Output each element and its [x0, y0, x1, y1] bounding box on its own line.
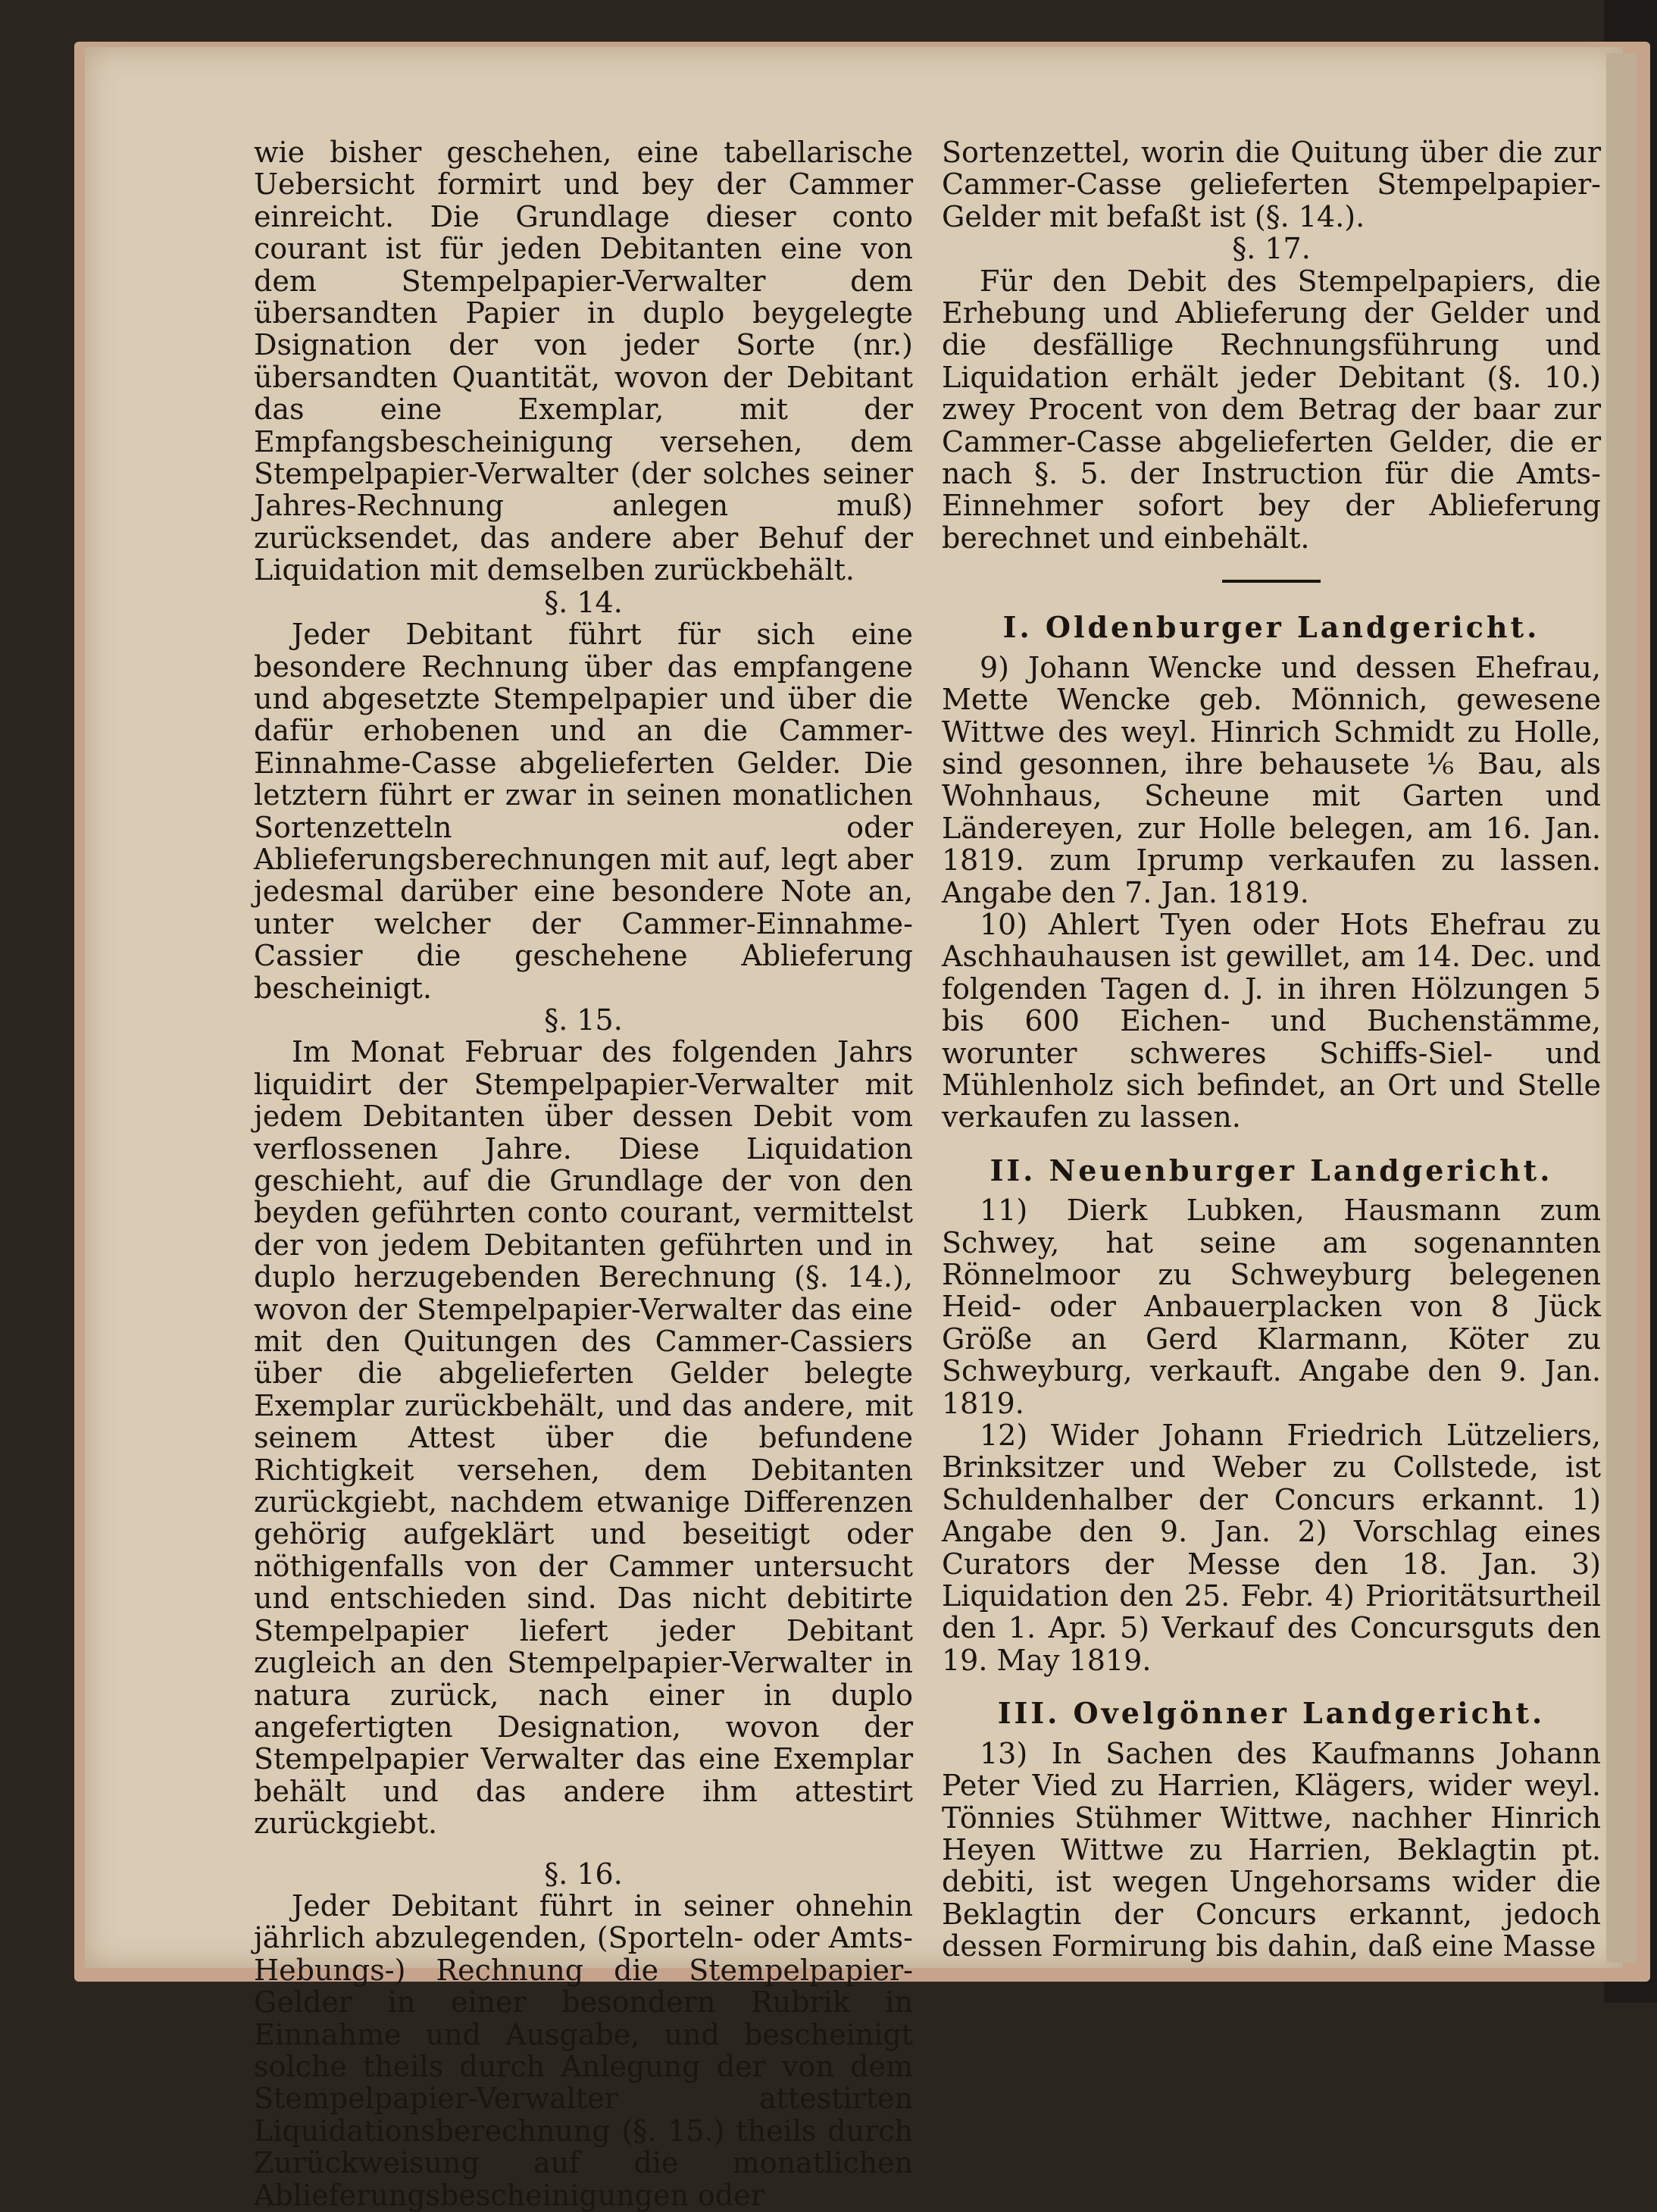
neuenburger-heading: II. Neuenburger Landgericht. [990, 1153, 1553, 1187]
section-17-heading: §. 17. [1232, 232, 1311, 266]
right-column [942, 136, 1601, 1963]
section-16-text: Jeder Debitant führt in seiner ohnehin jährlich abzulegenden, (Sporteln- oder Amts-Hebungs-) Rechnung die Stempelpapier-Gelder in einer besondern Rubrik in Einnahme und Ausgabe, und bescheinigt solche theils durch Anlegung der von dem Stempelpapier-Verwalter attestirten Liquidationsberechnung (§. 15.) theils durch Zurückweisung auf die monatlichen Ablieferungsbescheinigungen oder [254, 1888, 913, 2212]
section-17-text: Für den Debit des Stempelpapiers, die Erhebung und Ablieferung der Gelder und die desfällige Rechnungsführung und Liquidation erhält jeder Debitant (§. 10.) zwey Procent von dem Betrag der baar zur Cammer-Casse abgelieferten Gelder, die er nach §. 5. der Instruction für die Amts-Einnehmer sofort bey der Ablieferung berechnet und einbehält. [942, 264, 1601, 555]
entry-9: 9) Johann Wencke und dessen Ehefrau, Mette Wencke geb. Mönnich, gewesene Wittwe des weyl. Hinrich Schmidt zu Holle, sind gesonnen, ihre behausete ⅙ Bau, als Wohnhaus, Scheune mit Garten und Ländereyen, zur Holle belegen, am 16. Jan. 1819. zum Iprump verkaufen zu lassen. Angabe den 7. Jan. 1819. [942, 650, 1601, 909]
binding-gutter [1606, 53, 1637, 1963]
left-column [254, 136, 913, 2211]
section-15-text: Im Monat Februar des folgenden Jahrs liquidirt der Stempelpapier-Verwalter mit jedem Debitanten über dessen Debit vom verflossenen Jahre. Diese Liquidation geschieht, auf die Grundlage der von den beyden geführten conto courant, vermittelst der von jedem Debitanten geführten und in duplo herzugebenden Berechnung (§. 14.), wovon der Stempelpapier-Verwalter das eine mit den Quitungen des Cammer-Cassiers über die abgelieferten Gelder belegte Exemplar zurückbehält, und das andere, mit seinem Attest über die befundene Richtigkeit versehen, dem Debitanten zurückgiebt, nachdem etwanige Differenzen gehörig aufgeklärt und beseitigt oder nöthigenfalls von der Cammer untersucht und entschieden sind. Das nicht debitirte Stempelpapier liefert jeder Debitant zugleich an den Stempelpapier-Verwalter in natura zurück, nach einer in duplo angefertigten Designation, wovon der Stempelpapier Verwalter das eine Exemplar behält und das andere ihm attestirt zurückgiebt. [254, 1035, 913, 1841]
ovelgoenner-heading: III. Ovelgönner Landgericht. [997, 1696, 1546, 1731]
entry-10: 10) Ahlert Tyen oder Hots Ehefrau zu Aschhauhausen ist gewillet, am 14. Dec. und folgenden Tagen d. J. in ihren Hölzungen 5 bis 600 Eichen- und Buchenstämme, worunter schweres Schiffs-Siel- und Mühlenholz sich befindet, an Ort und Stelle verkaufen zu lassen. [942, 907, 1601, 1134]
divider-rule [1222, 580, 1321, 583]
paragraph-continuation: wie bisher geschehen, eine tabellarische Uebersicht formirt und bey der Cammer einreicht. Die Grundlage dieser conto courant ist für jeden Debitanten eine von dem Stempelpapier-Verwalter dem übersandten Papier in duplo beygelegte Dsignation der von jeder Sorte (nr.) übersandten Quantität, wovon der Debitant das eine Exemplar, mit der Empfangsbescheinigung versehen, dem Stempelpapier-Verwalter (der solches seiner Jahres-Rechnung anlegen muß) zurücksendet, das andere aber Behuf der Liquidation mit demselben zurückbehält. [254, 136, 913, 587]
oldenburger-heading: I. Oldenburger Landgericht. [1002, 610, 1540, 645]
entry-12: 12) Wider Johann Friedrich Lützeliers, Brinksitzer und Weber zu Collstede, ist Schuldenhalber der Concurs erkannt. 1) Angabe den 9. Jan. 2) Vorschlag eines Curators der Messe den 18. Jan. 3) Liquidation den 25. Febr. 4) Prioritätsurtheil den 1. Apr. 5) Verkauf des Concursguts den 19. May 1819. [942, 1419, 1601, 1677]
section-15-heading: §. 15. [544, 1003, 623, 1037]
entry-11: 11) Dierk Lubken, Hausmann zum Schwey, hat seine am sogenannten Rönnelmoor zu Schweyburg belegenen Heid- oder Anbauerplacken von 8 Jück Größe an Gerd Klarmann, Köter zu Schweyburg, verkauft. Angabe den 9. Jan. 1819. [942, 1194, 1601, 1420]
section-14-heading: §. 14. [544, 585, 623, 619]
section-14-text: Jeder Debitant führt für sich eine besondere Rechnung über das empfangene und abgesetzte Stempelpapier und über die dafür erhobenen und an die Cammer-Einnahme-Casse abgelieferten Gelder. Die letztern führt er zwar in seinen monatlichen Sortenzetteln oder Ablieferungsberechnungen mit auf, legt aber jedesmal darüber eine besondere Note an, unter welcher der Cammer-Einnahme-Cassier die geschehene Ablieferung bescheinigt. [254, 618, 913, 1005]
paragraph-continuation-right: Sortenzettel, worin die Quitung über die zur Cammer-Casse gelieferten Stempelpapier-Gelder mit befaßt ist (§. 14.). [942, 136, 1601, 233]
entry-13: 13) In Sachen des Kaufmanns Johann Peter Vied zu Harrien, Klägers, wider weyl. Tönnies Stühmer Wittwe, nachher Hinrich Heyen Wittwe zu Harrien, Beklagtin pt. debiti, ist wegen Ungehorsams wider die Beklagtin der Concurs erkannt, jedoch dessen Formirung bis dahin, daß eine Masse [942, 1736, 1601, 1963]
section-16-heading: §. 16. [544, 1857, 623, 1891]
